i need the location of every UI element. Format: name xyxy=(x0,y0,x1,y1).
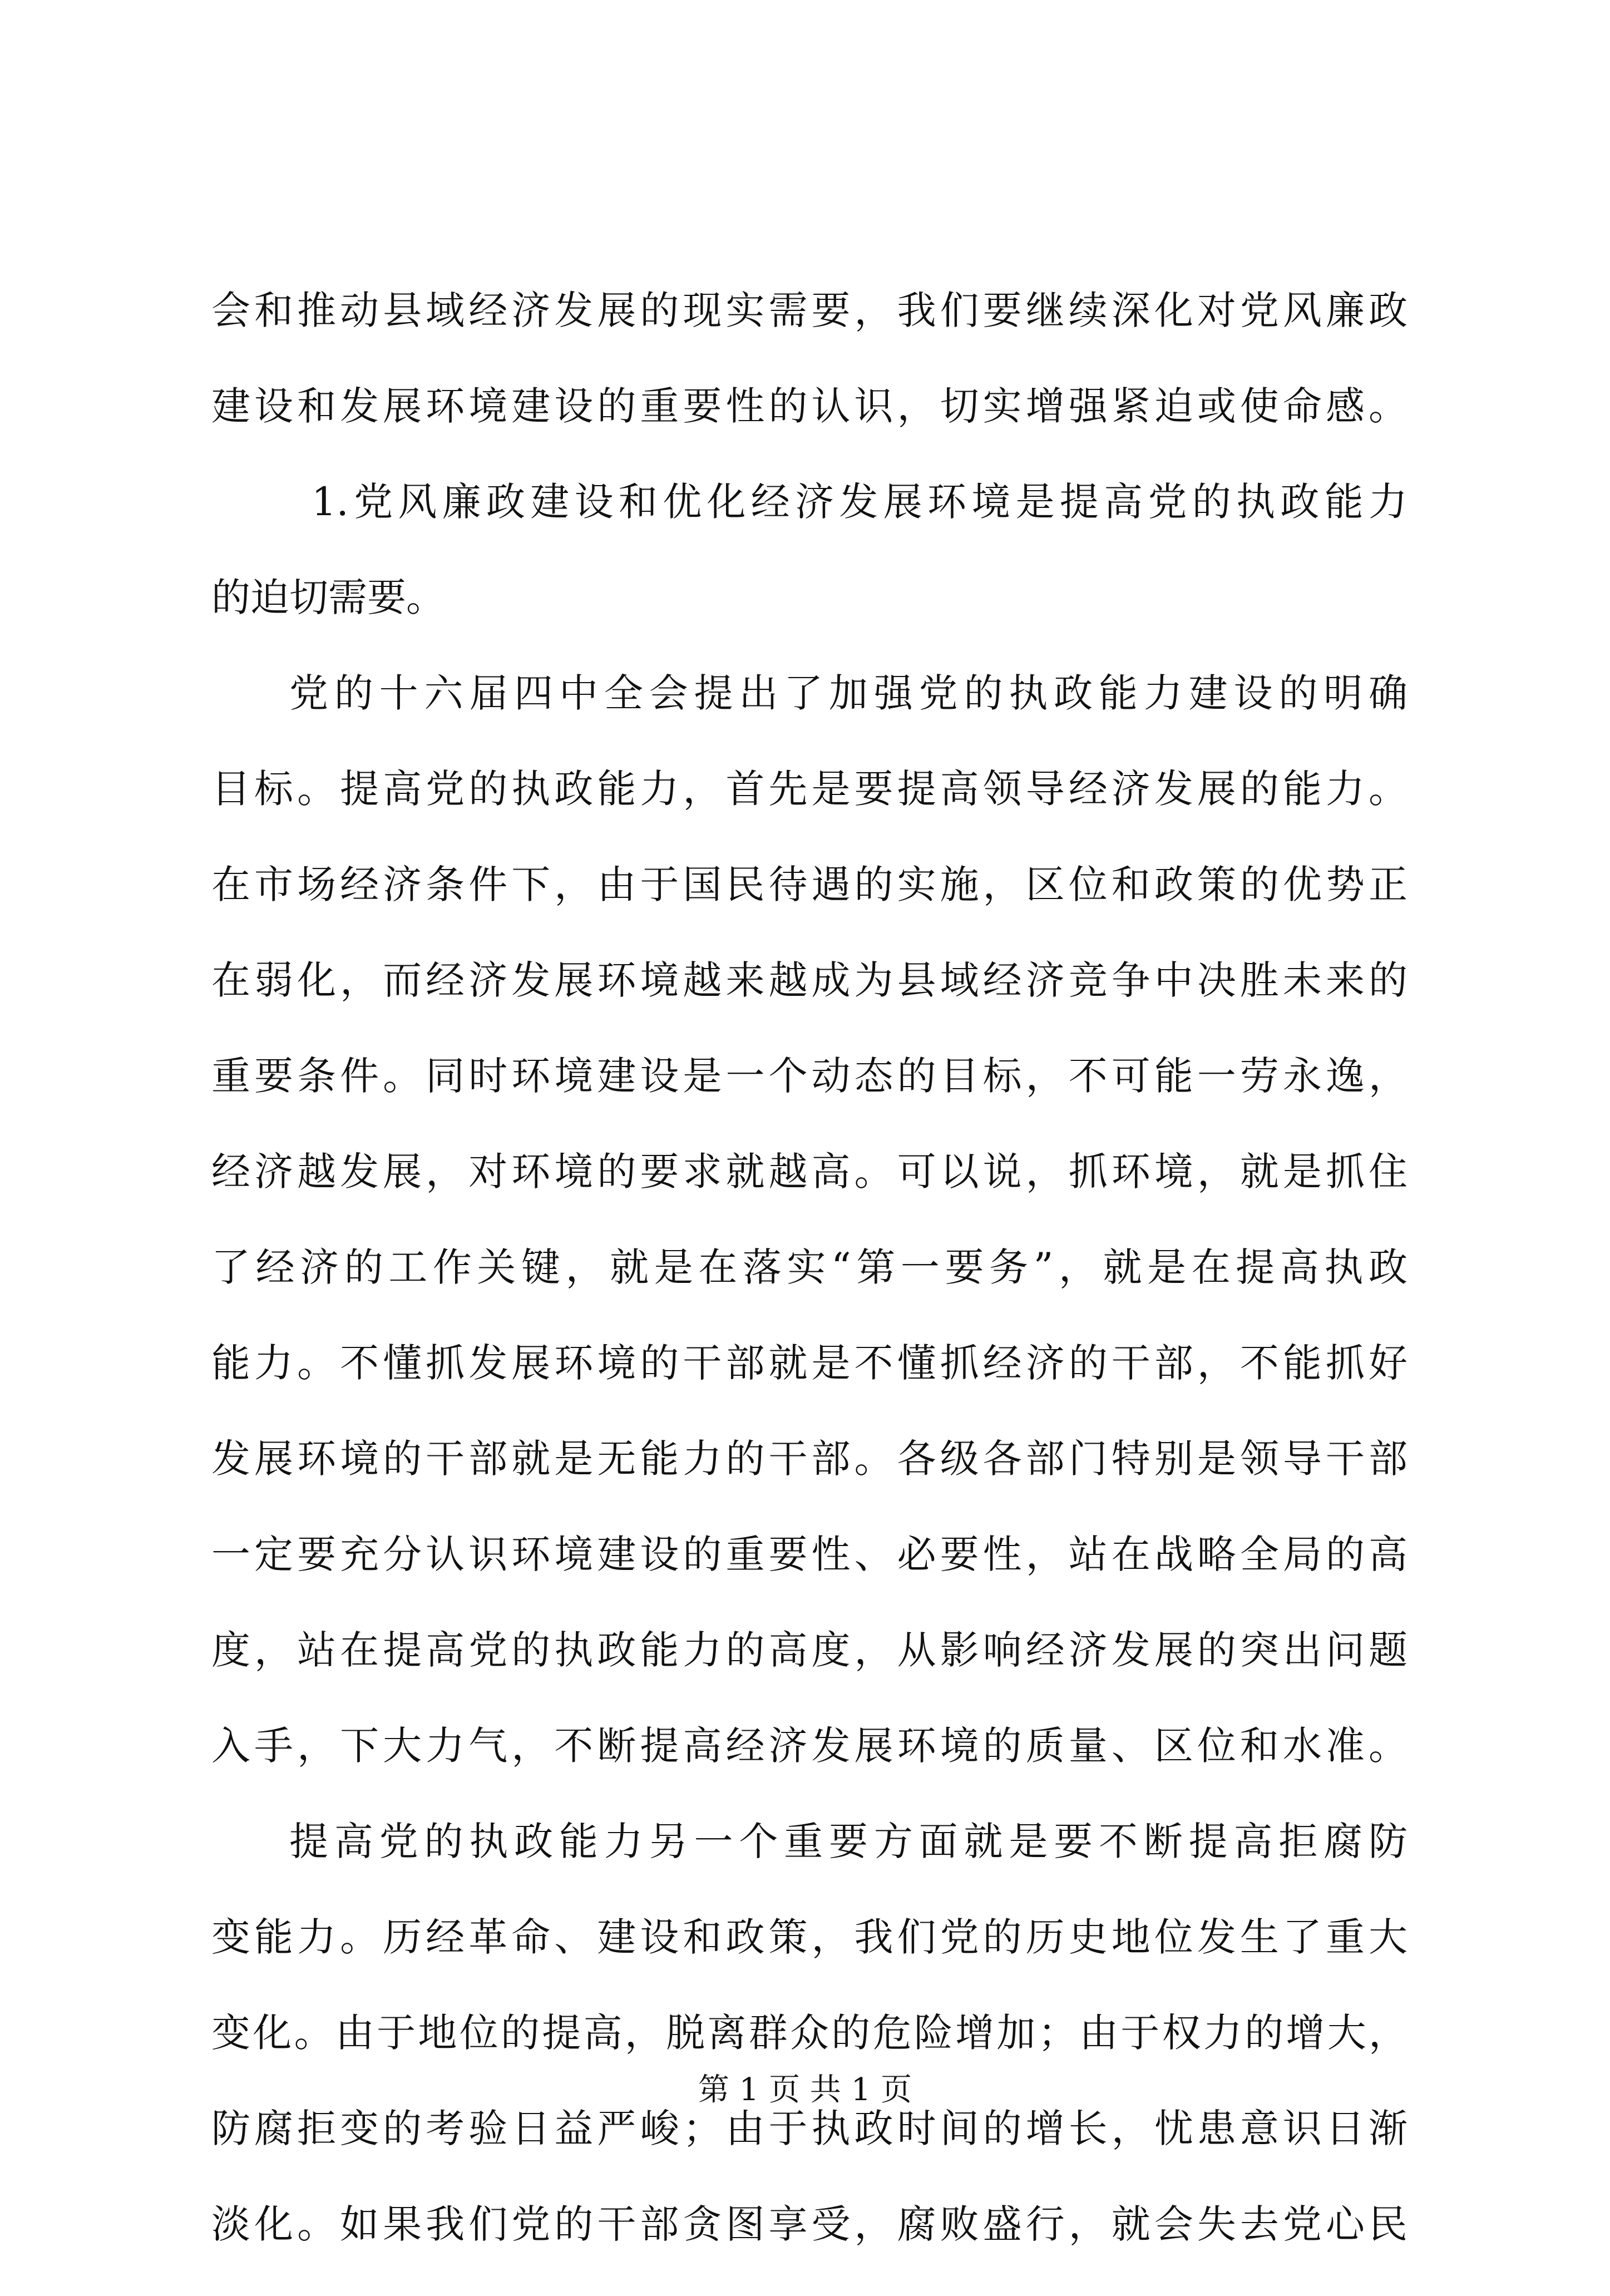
text-line: 入手，下大力气，不断提高经济发展环境的质量、区位和水准。 xyxy=(211,1723,1407,1769)
text-line: 的迫切需要。 xyxy=(211,575,445,620)
document-body xyxy=(211,287,1407,2296)
text-line: 变化。由于地位的提高，脱离群众的危险增加；由于权力的增大， xyxy=(211,2010,1407,2056)
text-line: 发展环境的干部就是无能力的干部。各级各部门特别是领导干部 xyxy=(211,1436,1407,1482)
text-line: 淡化。如果我们党的干部贪图享受，腐败盛行，就会失去党心民 xyxy=(211,2201,1407,2247)
text-line: 目标。提高党的执政能力，首先是要提高领导经济发展的能力。 xyxy=(211,766,1407,812)
paragraph-start: 党的十六届四中全会提出了加强党的执政能力建设的明确 xyxy=(289,670,1407,716)
text-line: 重要条件。同时环境建设是一个动态的目标，不可能一劳永逸， xyxy=(211,1053,1407,1099)
text-line: 了经济的工作关键，就是在落实“第一要务”，就是在提高执政 xyxy=(211,1245,1407,1290)
text-line: 度，站在提高党的执政能力的高度，从影响经济发展的突出问题 xyxy=(211,1627,1407,1673)
text-line: 在弱化，而经济发展环境越来越成为县域经济竞争中决胜未来的 xyxy=(211,957,1407,1003)
text-line: 一定要充分认识环境建设的重要性、必要性，站在战略全局的高 xyxy=(211,1532,1407,1577)
text-line: 经济越发展，对环境的要求就越高。可以说，抓环境，就是抓住 xyxy=(211,1149,1407,1194)
text-line: 能力。不懂抓发展环境的干部就是不懂抓经济的干部，不能抓好 xyxy=(211,1340,1407,1386)
list-item-heading: 1.党风廉政建设和优化经济发展环境是提高党的执政能力 xyxy=(312,479,1407,525)
text-line: 变能力。历经革命、建设和政策，我们党的历史地位发生了重大 xyxy=(211,1914,1407,1960)
paragraph-start: 提高党的执政能力另一个重要方面就是要不断提高拒腐防 xyxy=(289,1819,1407,1864)
text-line: 建设和发展环境建设的重要性的认识，切实增强紧迫或使命感。 xyxy=(211,383,1407,429)
text-line: 防腐拒变的考验日益严峻；由于执政时间的增长，忧患意识日渐 xyxy=(211,2106,1407,2151)
page-number-footer: 第 1 页 共 1 页 xyxy=(698,2072,912,2108)
text-line: 在市场经济条件下，由于国民待遇的实施，区位和政策的优势正 xyxy=(211,862,1407,907)
text-line: 会和推动县域经济发展的现实需要，我们要继续深化对党风廉政 xyxy=(211,288,1407,333)
